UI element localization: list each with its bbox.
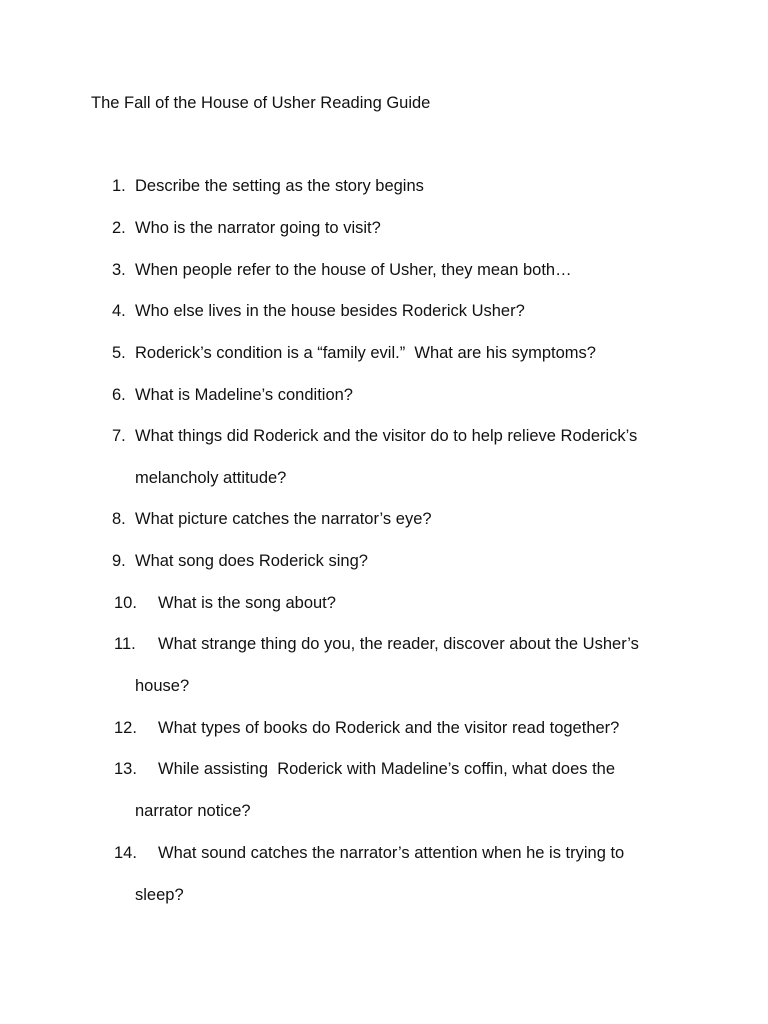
question-text-continued: house? (135, 677, 190, 695)
question-text: What things did Roderick and the visitor do to help relieve Roderick’s (135, 427, 638, 445)
question-text: What types of books do Roderick and the visitor read together? (158, 719, 620, 737)
question-text: What strange thing do you, the reader, discover about the Usher’s (158, 635, 639, 653)
question-text-continued: sleep? (135, 886, 184, 904)
question-number: 4. (112, 302, 126, 320)
question-number: 7. (112, 427, 126, 445)
question-text: While assisting Roderick with Madeline’s coffin, what does the (158, 760, 616, 778)
question-text-continued: narrator notice? (135, 802, 251, 820)
question-text: What is Madeline’s condition? (135, 386, 353, 404)
question-number: 13. (114, 760, 137, 778)
question-text: What picture catches the narrator’s eye? (135, 510, 432, 528)
question-number: 10. (114, 594, 137, 612)
question-number: 5. (112, 344, 126, 362)
question-number: 9. (112, 552, 126, 570)
question-text: What is the song about? (158, 594, 336, 612)
question-text: Who else lives in the house besides Roderick Usher? (135, 302, 525, 320)
question-text: What sound catches the narrator’s attention when he is trying to (158, 844, 625, 862)
question-number: 6. (112, 386, 126, 404)
question-number: 2. (112, 219, 126, 237)
question-text: Roderick’s condition is a “family evil.” What are his symptoms? (135, 344, 596, 362)
question-text: Who is the narrator going to visit? (135, 219, 381, 237)
question-number: 12. (114, 719, 137, 737)
question-text: What song does Roderick sing? (135, 552, 368, 570)
question-number: 3. (112, 261, 126, 279)
question-number: 8. (112, 510, 126, 528)
question-text: Describe the setting as the story begins (135, 177, 424, 195)
question-number: 1. (112, 177, 126, 195)
question-text-continued: melancholy attitude? (135, 469, 287, 487)
question-number: 11. (114, 635, 136, 653)
document-title: The Fall of the House of Usher Reading Guide (91, 94, 431, 112)
question-text: When people refer to the house of Usher, they mean both… (135, 261, 572, 279)
question-number: 14. (114, 844, 137, 862)
